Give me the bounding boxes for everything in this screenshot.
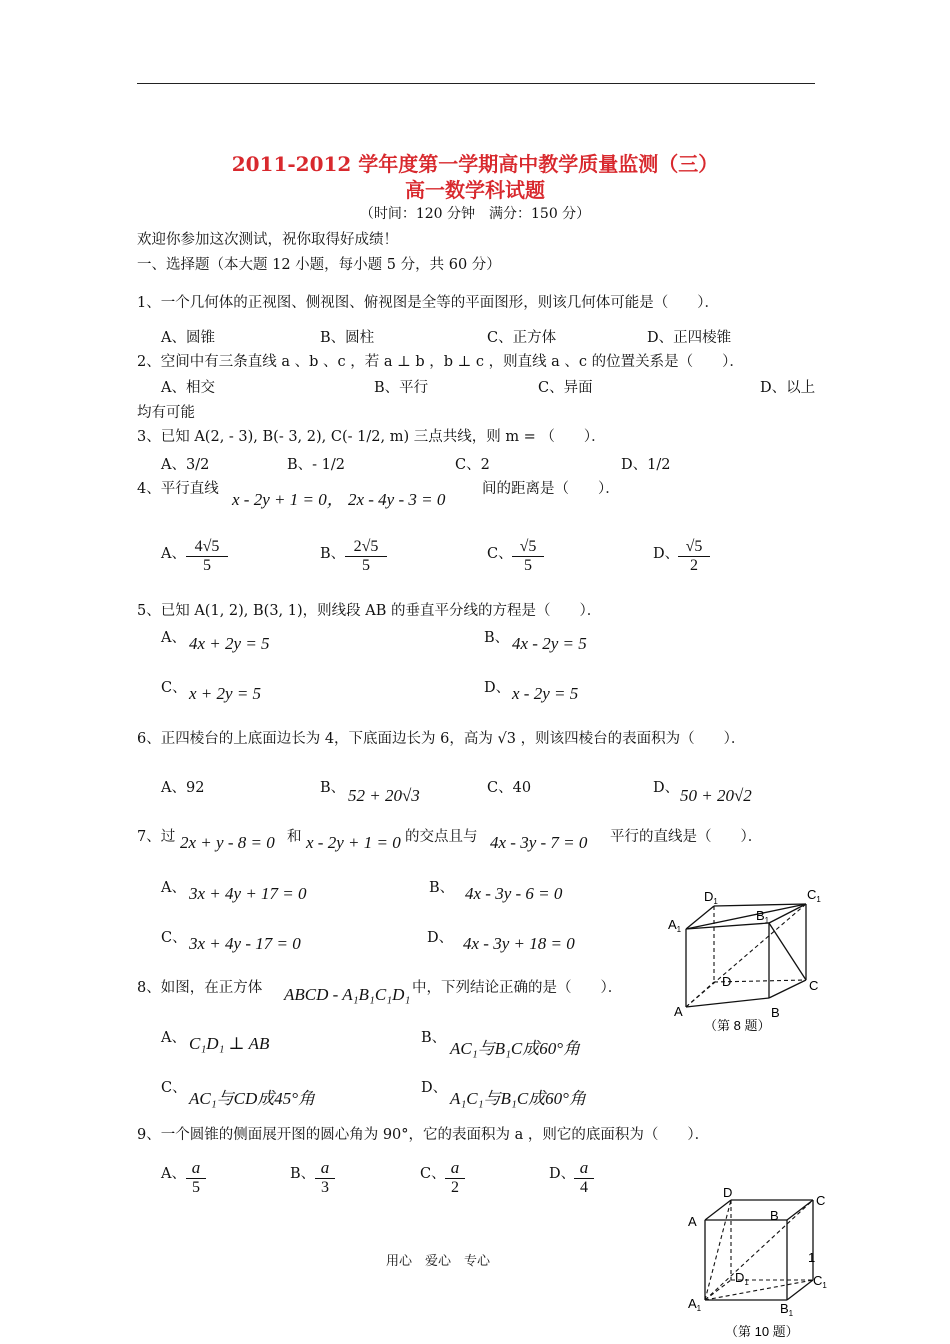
exam-subtitle: 高一数学科试题 (405, 178, 545, 202)
q8-option-c-label: C、 (161, 1080, 187, 1096)
q5-option-c-label: C、 (161, 680, 187, 696)
label-c1: $C_1$ (807, 887, 821, 904)
q2-option-c: C、异面 (538, 380, 593, 396)
figure-q10-cube (683, 1186, 833, 1341)
q1-option-c: C、正方体 (487, 330, 557, 346)
q9-option-b-fraction: $\frac{a}{3}$ (315, 1158, 335, 1197)
q9-option-c-fraction: $\frac{a}{2}$ (445, 1158, 465, 1197)
exam-meta: （时间：120 分钟 满分：150 分） (359, 206, 591, 222)
q3-option-d: D、1/2 (621, 457, 671, 473)
q4-option-b-fraction: $\frac{2√5}{5}$ (345, 538, 387, 575)
q8-option-d-eq: A₁C₁与B₁C成60°角 (450, 1089, 586, 1108)
q7-option-a-eq: 3x + 4y + 17 = 0 (189, 884, 307, 903)
q2-option-b: B、平行 (374, 380, 429, 396)
q5-option-b-eq: 4x - 2y = 5 (512, 634, 587, 653)
q6-option-b-eq: 52 + 20√3 (348, 786, 420, 805)
q4-option-d-label: D、 (653, 546, 680, 562)
q3-option-b: B、- 1/2 (287, 457, 345, 473)
q4-option-a-fraction: $\frac{4√5}{5}$ (186, 538, 228, 575)
q6-option-d-label: D、 (653, 780, 680, 796)
q4-option-c-fraction: $\frac{√5}{5}$ (512, 538, 544, 575)
question-7-suffix: 平行的直线是（ ）． (610, 829, 763, 845)
q5-option-c-eq: x + 2y = 5 (189, 684, 262, 703)
label-b: B (770, 1208, 779, 1223)
q5-option-a-eq: 4x + 2y = 5 (189, 634, 270, 653)
q4-option-a-label: A、 (161, 546, 186, 562)
q7-option-c-eq: 3x + 4y - 17 = 0 (189, 934, 301, 953)
q8-option-c-eq: AC₁与CD成45°角 (189, 1089, 316, 1108)
q1-option-d: D、正四棱锥 (647, 330, 732, 346)
question-8-prefix: 8、如图，在正方体 (137, 980, 263, 996)
question-4-prefix: 4、平行直线 (137, 481, 219, 497)
q8-option-a-label: A、 (161, 1030, 186, 1046)
label-d: D (723, 1186, 733, 1200)
q5-option-d-label: D、 (484, 680, 511, 696)
q6-option-a: A、92 (161, 780, 205, 796)
header-rule (137, 83, 815, 84)
figure-q10-caption: （第 10 题） (725, 1324, 799, 1339)
q8-option-b-label: B、 (421, 1030, 447, 1046)
q4-option-d-fraction: $\frac{√5}{2}$ (678, 538, 710, 575)
label-one: 1 (808, 1250, 816, 1265)
q9-option-a-label: A、 (161, 1166, 186, 1182)
question-3: 3、已知 A(2, - 3), B(- 3, 2), C(- 1/2, m) 三点共线，则 m = （ ）． (137, 429, 606, 445)
question-7-eq1: 2x + y - 8 = 0 (180, 833, 275, 852)
question-7-mid: 的交点且与 (405, 829, 478, 845)
question-8-solid: ABCD - A₁B₁C₁D₁ (284, 985, 411, 1004)
question-9: 9、一个圆锥的侧面展开图的圆心角为 90°，它的表面积为 a ，则它的底面积为（ ）． (137, 1127, 710, 1143)
q7-option-c-label: C、 (161, 930, 187, 946)
label-c1: $C_1$ (813, 1273, 827, 1290)
welcome-text: 欢迎你参加这次测试，祝你取得好成绩！ (137, 232, 398, 248)
label-b1: $B_1$ (756, 908, 770, 925)
question-4-equations: x - 2y + 1 = 0， 2x - 4y - 3 = 0 (232, 490, 446, 509)
q4-option-c-label: C、 (487, 546, 513, 562)
figure-q8-cube (664, 886, 824, 1036)
label-a: A (674, 1004, 683, 1019)
q2-option-d-cont: 均有可能 (137, 405, 195, 421)
q8-option-a-eq: C₁D₁ ⊥ AB (189, 1034, 270, 1053)
q9-option-c-label: C、 (420, 1166, 446, 1182)
q7-option-a-label: A、 (161, 880, 186, 896)
label-d: D (722, 974, 732, 989)
q7-option-b-label: B、 (429, 880, 455, 896)
figure-q8-caption: （第 8 题） (704, 1018, 771, 1033)
q2-option-a: A、相交 (161, 380, 215, 396)
q9-option-d-fraction: $\frac{a}{4}$ (574, 1158, 594, 1197)
label-a1: $A_1$ (668, 917, 682, 934)
q7-option-b-eq: 4x - 3y - 6 = 0 (465, 884, 563, 903)
q5-option-b-label: B、 (484, 630, 510, 646)
q6-option-d-eq: 50 + 20√2 (680, 786, 752, 805)
label-a: A (688, 1214, 697, 1229)
question-5: 5、已知 A(1, 2), B(3, 1)，则线段 AB 的垂直平分线的方程是（ ）． (137, 603, 602, 619)
label-d1: $D_1$ (735, 1270, 749, 1287)
q6-option-b-label: B、 (320, 780, 346, 796)
label-b: B (771, 1005, 780, 1020)
q7-option-d-label: D、 (427, 930, 454, 946)
exam-title: 2011-2012 学年度第一学期高中教学质量监测（三） (231, 152, 719, 176)
question-7-prefix: 7、过 (137, 829, 176, 845)
question-8-suffix: 中，下列结论正确的是（ ）． (412, 980, 623, 996)
section-heading: 一、选择题（本大题 12 小题，每小题 5 分，共 60 分） (137, 257, 501, 273)
question-2: 2、空间中有三条直线 a 、b 、c ，若 a ⊥ b ，b ⊥ c ，则直线 a 、c 的位置关系是（ ）． (137, 354, 744, 370)
label-c: C (809, 978, 819, 993)
label-a1: $A_1$ (688, 1296, 702, 1313)
q8-option-d-label: D、 (421, 1080, 448, 1096)
q9-option-b-label: B、 (290, 1166, 316, 1182)
label-c: C (816, 1193, 826, 1208)
q5-option-a-label: A、 (161, 630, 186, 646)
question-7-and: 和 (287, 829, 302, 845)
q1-option-b: B、圆柱 (320, 330, 375, 346)
q6-option-c: C、40 (487, 780, 532, 796)
question-6: 6、正四棱台的上底面边长为 4，下底面边长为 6，高为 √3 ，则该四棱台的表面积为（ ）． (137, 731, 746, 747)
q8-option-b-eq: AC₁与B₁C成60°角 (450, 1039, 581, 1058)
label-b1: $B_1$ (780, 1301, 794, 1318)
page-footer: 用心 爱心 专心 (386, 1253, 491, 1268)
q3-option-a: A、3/2 (161, 457, 210, 473)
question-4-suffix: 间的距离是（ ）． (482, 481, 620, 497)
q9-option-d-label: D、 (549, 1166, 576, 1182)
question-1: 1、一个几何体的正视图、侧视图、俯视图是全等的平面图形，则该几何体可能是（ ）． (137, 295, 719, 311)
question-7-eq3: 4x - 3y - 7 = 0 (490, 833, 588, 852)
label-d1: $D_1$ (704, 889, 718, 906)
q9-option-a-fraction: $\frac{a}{5}$ (186, 1158, 206, 1197)
q1-option-a: A、圆锥 (161, 330, 215, 346)
q7-option-d-eq: 4x - 3y + 18 = 0 (463, 934, 575, 953)
question-7-eq2: x - 2y + 1 = 0 (306, 833, 401, 852)
q2-option-d: D、以上 (760, 380, 816, 396)
q4-option-b-label: B、 (320, 546, 346, 562)
q3-option-c: C、2 (455, 457, 490, 473)
q5-option-d-eq: x - 2y = 5 (512, 684, 579, 703)
